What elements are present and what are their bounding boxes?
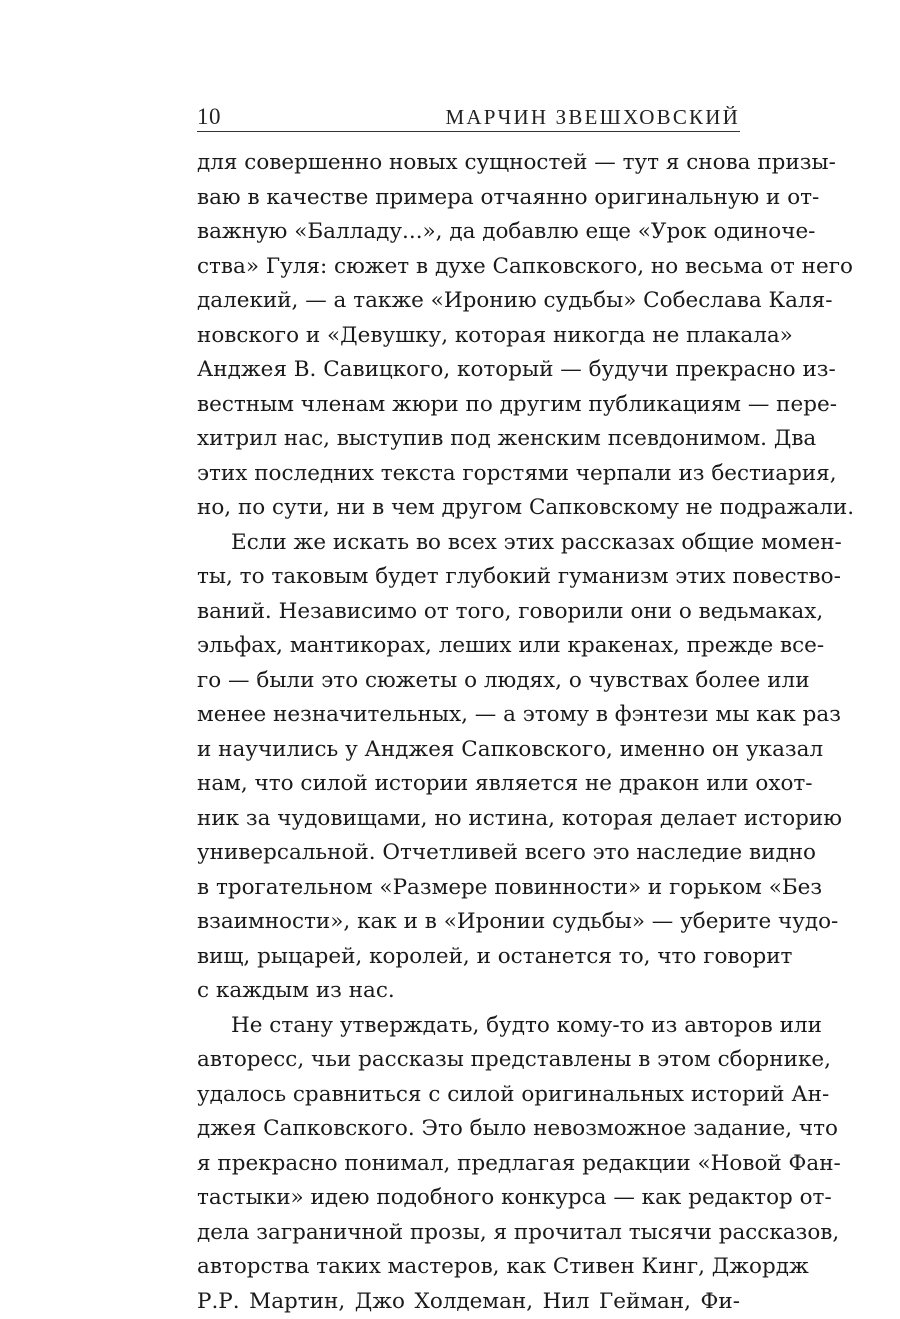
text-line: тастыки» идею подобного конкурса — как редактор от-	[197, 1181, 740, 1216]
text-line: и научились у Анджея Сапковского, именно он указал	[197, 733, 740, 768]
running-head-author: МАРЧИН ЗВЕШХОВСКИЙ	[445, 107, 740, 128]
text-line: для совершенно новых сущностей — тут я снова призы-	[197, 146, 740, 181]
text-line: вестным членам жюри по другим публикациям — пере-	[197, 388, 740, 423]
text-line: менее незначительных, — а этому в фэнтези мы как раз	[197, 698, 740, 733]
text-line: в трогательном «Размере повинности» и горьком «Без	[197, 871, 740, 906]
text-line: важную «Балладу...», да добавлю еще «Урок одиноче-	[197, 215, 740, 250]
text-line: с каждым из нас.	[197, 974, 740, 1009]
text-line: удалось сравниться с силой оригинальных историй Ан-	[197, 1078, 740, 1113]
text-line: этих последних текста горстями черпали из бестиария,	[197, 457, 740, 492]
text-line: го — были это сюжеты о людях, о чувствах более или	[197, 664, 740, 699]
text-line: ваю в качестве примера отчаянно оригинальную и от-	[197, 181, 740, 216]
text-line: нам, что силой истории является не дракон или охот-	[197, 767, 740, 802]
text-line: эльфах, мантикорах, леших или кракенах, прежде все-	[197, 629, 740, 664]
paragraph	[197, 146, 740, 526]
text-line: ты, то таковым будет глубокий гуманизм этих повество-	[197, 560, 740, 595]
text-line: ства» Гуля: сюжет в духе Сапковского, но весьма от него	[197, 250, 740, 285]
text-line: далекий, — а также «Иронию судьбы» Собеслава Каля-	[197, 284, 740, 319]
text-line: взаимности», как и в «Иронии судьбы» — уберите чудо-	[197, 905, 740, 940]
text-line: Если же искать во всех этих рассказах общие момен-	[197, 526, 740, 561]
text-line: новского и «Девушку, которая никогда не плакала»	[197, 319, 740, 354]
text-line: универсальной. Отчетливей всего это наследие видно	[197, 836, 740, 871]
paragraph	[197, 526, 740, 1009]
text-line: авторесс, чьи рассказы представлены в этом сборнике,	[197, 1043, 740, 1078]
text-line: авторства таких мастеров, как Стивен Кинг, Джордж	[197, 1250, 740, 1285]
text-line: Не стану утверждать, будто кому-то из авторов или	[197, 1009, 740, 1044]
page-number: 10	[197, 105, 221, 128]
running-head	[197, 96, 740, 128]
text-line: Анджея В. Савицкого, который — будучи прекрасно из-	[197, 353, 740, 388]
text-line: ник за чудовищами, но истина, которая делает историю	[197, 802, 740, 837]
text-line: но, по сути, ни в чем другом Сапковскому не подражали.	[197, 491, 740, 526]
text-line: вищ, рыцарей, королей, и останется то, что говорит	[197, 940, 740, 975]
text-line: Р.Р. Мартин, Джо Холдеман, Нил Гейман, Фи-	[197, 1285, 740, 1319]
body-text	[197, 146, 740, 1319]
text-line: дела заграничной прозы, я прочитал тысячи рассказов,	[197, 1216, 740, 1251]
text-line: я прекрасно понимал, предлагая редакции «Новой Фан-	[197, 1147, 740, 1182]
header-rule	[197, 131, 740, 132]
text-line: хитрил нас, выступив под женским псевдонимом. Два	[197, 422, 740, 457]
text-line: ваний. Независимо от того, говорили они о ведьмаках,	[197, 595, 740, 630]
text-line: джея Сапковского. Это было невозможное задание, что	[197, 1112, 740, 1147]
paragraph	[197, 1009, 740, 1319]
